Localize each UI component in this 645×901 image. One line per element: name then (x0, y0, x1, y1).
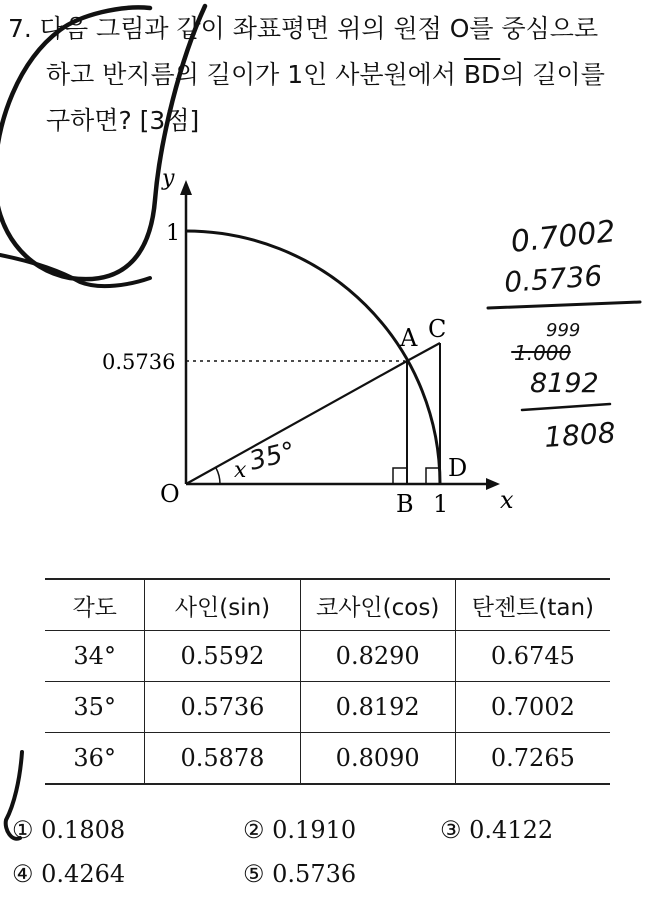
table-cell: 0.5878 (145, 733, 300, 785)
x-axis-label: x (500, 486, 514, 514)
choice-value: 0.1808 (41, 816, 126, 844)
angle-arc (216, 468, 220, 484)
choice-value: 0.4264 (41, 860, 126, 888)
choice-value: 0.1910 (272, 816, 357, 844)
table-cell: 0.5736 (145, 682, 300, 733)
hw-num2: 0.5736 (503, 259, 604, 299)
choice-1[interactable] (12, 816, 125, 844)
handwritten-rule-2 (522, 404, 610, 410)
quarter-arc (186, 231, 440, 484)
hw-num3: 999 (546, 320, 581, 341)
question-line-2-pre: 하고 반지름의 길이가 1인 사분원에서 (46, 60, 464, 89)
table-cell: 0.8192 (300, 682, 455, 733)
right-angle-d (426, 468, 440, 484)
y-tick-1: 1 (166, 221, 180, 246)
table-cell: 0.8090 (300, 733, 455, 785)
trig-table (45, 578, 610, 785)
question-line-3: 구하면? [3점] (46, 106, 200, 135)
choice-3[interactable] (440, 816, 553, 844)
table-header: 각도 (45, 579, 145, 631)
choice-2[interactable] (243, 816, 356, 844)
table-cell: 36° (45, 733, 145, 785)
table-cell: 34° (45, 631, 145, 682)
table-cell: 35° (45, 682, 145, 733)
y-axis-label: y (162, 166, 175, 191)
choice-mark: ⑤ (243, 860, 265, 888)
choice-value: 0.4122 (469, 816, 554, 844)
handwritten-numbers (246, 214, 617, 477)
table-header: 사인(sin) (145, 579, 300, 631)
point-a-label: A (400, 324, 418, 352)
table-cell: 0.6745 (455, 631, 610, 682)
hw-num6: 1808 (543, 416, 617, 454)
segment-bd: $\overline{BD}$ (463, 60, 501, 89)
choice-mark: ③ (440, 816, 462, 844)
choice-4[interactable] (12, 860, 125, 888)
point-d-label: D (448, 454, 468, 482)
table-cell: 0.5592 (145, 631, 300, 682)
origin-label: O (160, 480, 180, 508)
table-cell: 0.7002 (455, 682, 610, 733)
table-header: 코사인(cos) (300, 579, 455, 631)
question-line-2-post: 의 길이를 (500, 60, 605, 89)
hw-num1: 0.7002 (509, 214, 618, 260)
y-value-label: 0.5736 (102, 350, 176, 374)
handwritten-tail (0, 255, 150, 286)
table-cell: 0.8290 (300, 631, 455, 682)
hw-num5: 8192 (530, 368, 599, 399)
choice-5[interactable] (243, 860, 356, 888)
hw-angle: 35° (246, 436, 299, 477)
table-header-row (45, 579, 610, 631)
handwritten-rule-1 (488, 302, 640, 308)
right-angle-b (393, 468, 407, 484)
y-axis-arrow (180, 180, 192, 195)
choice-value: 0.5736 (272, 860, 357, 888)
question-line-1: 7. 다음 그림과 같이 좌표평면 위의 원점 O를 중심으로 (8, 14, 599, 43)
table-row (45, 733, 610, 785)
choice-mark: ② (243, 816, 265, 844)
table-row (45, 631, 610, 682)
table-header: 탄젠트(tan) (455, 579, 610, 631)
table-row (45, 682, 610, 733)
table-cell: 0.7265 (455, 733, 610, 785)
x-tick-1: 1 (433, 490, 449, 518)
point-c-label: C (428, 315, 447, 343)
choice-mark: ① (12, 816, 34, 844)
hw-num4: 1.000 (514, 341, 572, 365)
point-b-label: B (396, 490, 414, 518)
x-axis-arrow (486, 478, 500, 490)
choice-mark: ④ (12, 860, 34, 888)
angle-label: x (234, 458, 247, 483)
